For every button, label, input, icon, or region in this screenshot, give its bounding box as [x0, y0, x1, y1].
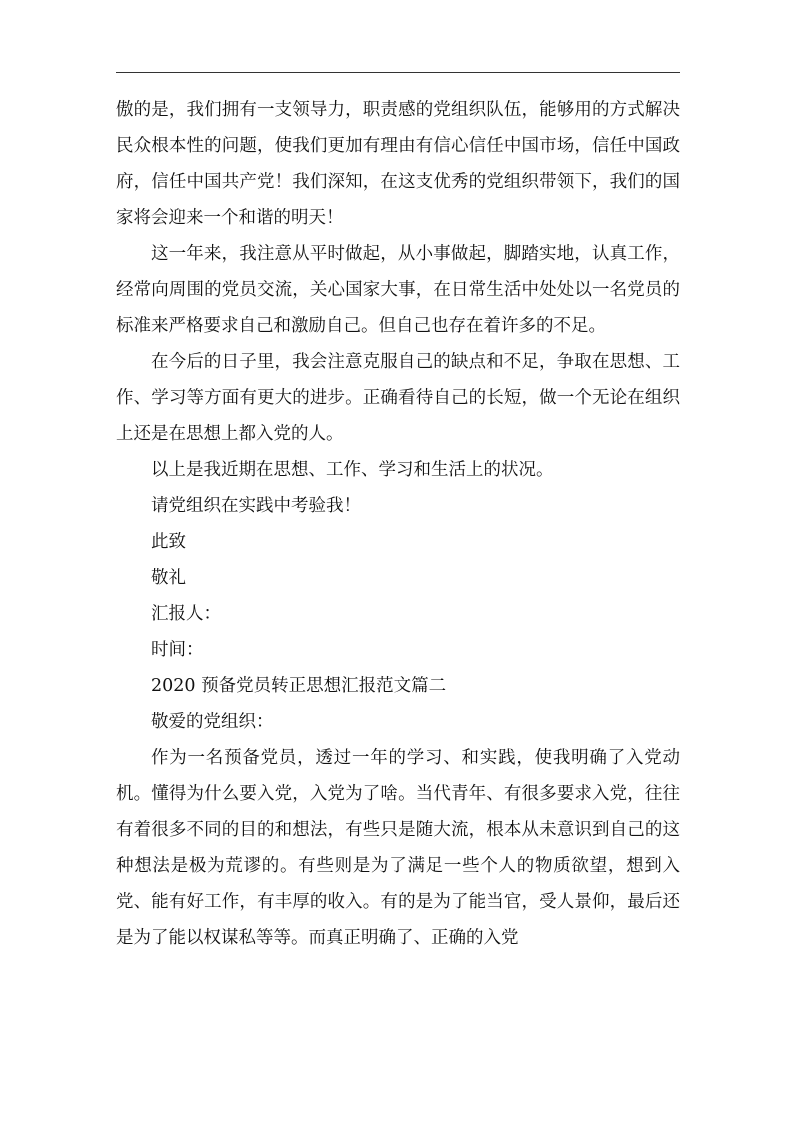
paragraph-summary: 以上是我近期在思想、工作、学习和生活上的状况。 — [151, 460, 554, 480]
salutation: 敬爱的党组织： — [151, 712, 274, 732]
paragraph-past-year: 这一年来，我注意从平时做起，从小事做起，脚踏实地，认真工作，经常向周围的党员交流，关心国家大事，在日常生活中处处以一名党员的标准来严格要求自己和激励自己。但自己也存在着许多的不足。 — [116, 244, 680, 336]
header-rule — [116, 72, 680, 73]
closing-jingli: 敬礼 — [151, 568, 186, 588]
paragraph-motivation: 作为一名预备党员，透过一年的学习、和实践，使我明确了入党动机。懂得为什么要入党，入党为了啥。当代青年、有很多要求入党，往往有着很多不同的目的和想法，有些只是随大流，根本从未意识到自己的这种想法是极为荒谬的。有些则是为了满足一些个人的物质欲望，想到入党、能有好工作，有丰厚的收入。有的是为了能当官，受人景仰，最后还是为了能以权谋私等等。而真正明确了、正确的入党 — [116, 748, 680, 948]
date-line: 时间： — [151, 640, 204, 660]
closing-cizhi: 此致 — [151, 532, 186, 552]
paragraph-future: 在今后的日子里，我会注意克服自己的缺点和不足，争取在思想、工作、学习等方面有更大的进步。正确看待自己的长短，做一个无论在组织上还是在思想上都入党的人。 — [116, 352, 680, 444]
paragraph-continuation: 傲的是，我们拥有一支领导力，职责感的党组织队伍，能够用的方式解决民众根本性的问题，使我们更加有理由有信心信任中国市场，信任中国政府，信任中国共产党！我们深知，在这支优秀的党组织带领下，我们的国家将会迎来一个和谐的明天！ — [116, 100, 680, 228]
section-title: 2020 预备党员转正思想汇报范文篇二 — [151, 676, 447, 696]
document-body — [116, 92, 680, 956]
paragraph-request: 请党组织在实践中考验我！ — [151, 496, 361, 516]
reporter-line: 汇报人： — [151, 604, 221, 624]
